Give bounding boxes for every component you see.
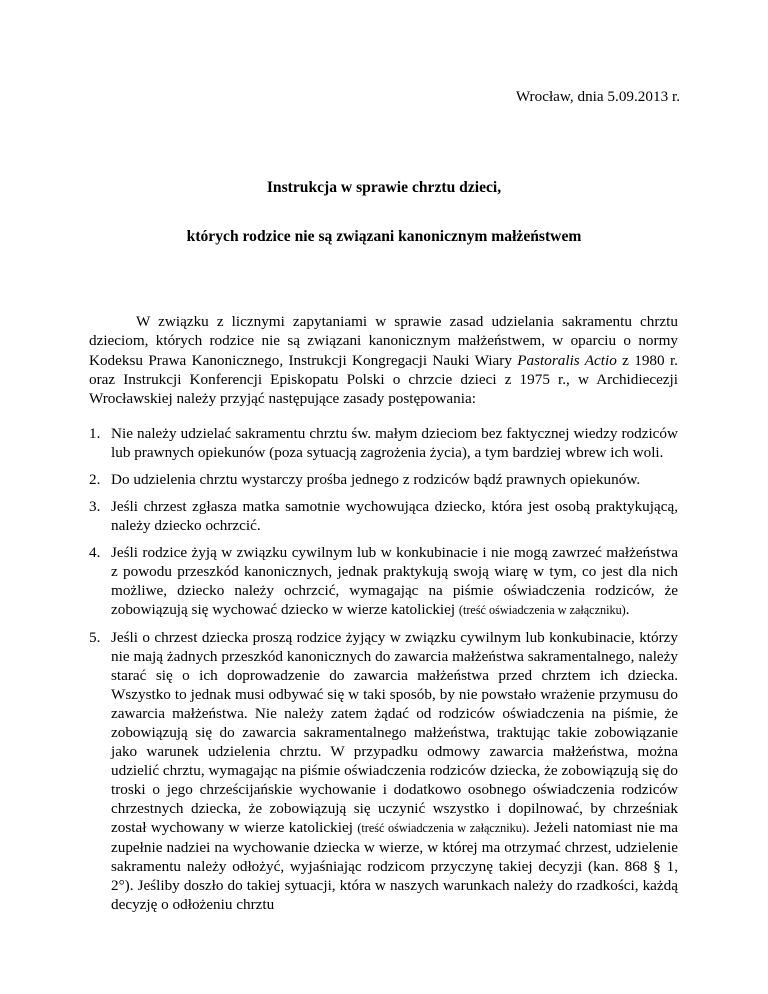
- intro-italic-title: Pastoralis Actio: [517, 351, 617, 369]
- title-line-1: Instrukcja w sprawie chrztu dzieci,: [266, 179, 502, 196]
- intro-text-2: z 1980 r. oraz Instrukcji Konferencji Episkopatu Polski o chrzcie dzieci z 1975 r., w Archidiecezji Wrocławskiej należy przyjąć następujące zasady postępowania:: [89, 351, 678, 408]
- rule-text: Jeśli o chrzest dziecka proszą rodzice żyjący w związku cywilnym lub konkubinacie, którzy nie mają żadnych przeszkód kanonicznych do zawarcia małżeństwa sakramentalnego, należy starać się o ich doprowadzenie do zawarcia małżeństwa przed chrztem ich dziecka. Wszystko to jednak musi odbywać się w taki sposób, by nie powstało wrażenie przymusu do zawarcia małżeństwa. Nie należy zatem żądać od rodziców oświadczenia na piśmie, że zobowiązują się do zawarcia sakramentalnego małżeństwa, traktując takie zobowiązanie jako warunek udzielenia chrztu. W przypadku odmowy zawarcia małżeństwa, można udzielić chrztu, wymagając na piśmie oświadczenia rodziców dziecka, że zobowiązują się do troski o jego chrześcijańskie wychowanie i dodatkowo osobnego oświadczenia rodziców chrzestnych dziecka, że zobowiązują się uczynić wszystko i dopilnować, by chrześniak został wychowany w wierze katolickiej: [111, 629, 678, 836]
- rule-number: 2.: [89, 471, 101, 488]
- rule-tail: . Jeżeli natomiast nie ma zupełnie nadziei na wychowanie dziecka w wierze, w której ma otrzymać chrzest, udzielenie sakramentu należy odłożyć, wyjaśniając rodzicom przyczynę takiej decyzji (kan. 868 § 1, 2°). Jeśliby doszło do takiej sytuacji, która w naszych warunkach należy do rzadkości, każdą decyzję o odłożeniu chrztu: [111, 819, 678, 913]
- rule-text: Do udzielenia chrztu wystarczy prośba jednego z rodziców bądź prawnych opiekunów.: [111, 471, 641, 488]
- title-line-2: których rodzice nie są związani kanonicznym małżeństwem: [186, 228, 582, 245]
- rule-item: [89, 543, 678, 620]
- rule-item: [89, 424, 678, 462]
- rule-number: 1.: [89, 425, 101, 442]
- rule-note: (treść oświadczenia w załączniku): [458, 603, 626, 617]
- rule-item: [89, 628, 678, 914]
- document-title: [90, 178, 678, 246]
- rule-item: [89, 497, 678, 535]
- rule-number: 3.: [89, 498, 101, 515]
- rule-number: 5.: [89, 629, 101, 646]
- rule-item: [89, 470, 678, 489]
- rule-tail: .: [625, 601, 630, 618]
- rules-list: [89, 424, 678, 922]
- rule-text: Nie należy udzielać sakramentu chrztu św. małym dzieciom bez faktycznej wiedzy rodziców lub prawnych opiekunów (poza sytuacją zagrożenia życia), a tym bardziej wbrew ich woli.: [111, 425, 678, 461]
- intro-paragraph: [89, 312, 678, 408]
- rule-note: (treść oświadczenia w załączniku): [357, 821, 526, 835]
- rule-number: 4.: [89, 544, 101, 561]
- rule-text: Jeśli chrzest zgłasza matka samotnie wychowująca dziecko, która jest osobą praktykującą, należy dziecko ochrzcić.: [111, 498, 678, 534]
- date-line: Wrocław, dnia 5.09.2013 r.: [515, 88, 680, 105]
- rule-text: Jeśli rodzice żyją w związku cywilnym lub w konkubinacie i nie mogą zawrzeć małżeństwa z powodu przeszkód kanonicznych, jednak praktykują swoją wiarę w tym, co jest dla nich możliwe, dziecko należy ochrzcić, wymagając na piśmie oświadczenia rodziców, że zobowiązują się wychować dziecko w wierze katolickiej: [111, 544, 678, 618]
- intro-text-1: W związku z licznymi zapytaniami w sprawie zasad udzielania sakramentu chrztu dzieciom, których rodzice nie są związani kanonicznym małżeństwem, w oparciu o normy Kodeksu Prawa Kanonicznego, Instrukcji Kongregacji Nauki Wiary: [89, 313, 678, 369]
